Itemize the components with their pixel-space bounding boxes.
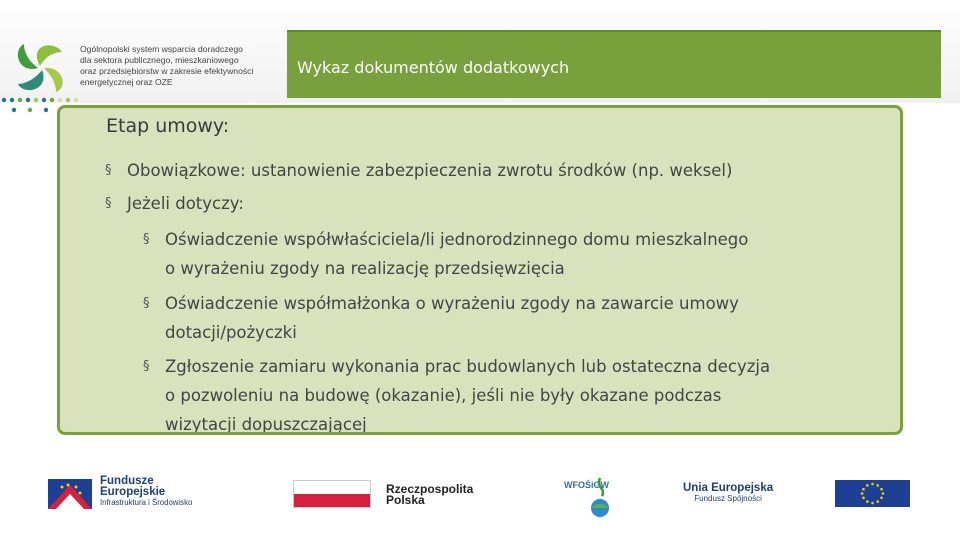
leaf-icon	[18, 44, 63, 92]
slide-title-bar	[287, 30, 941, 98]
bullet-line: Oświadczenie współwłaściciela/li jednorodzinnego domu mieszkalnego	[165, 230, 749, 249]
bullet-line: wizytacji dopuszczającej	[165, 415, 367, 434]
square-bullet-icon: §	[105, 163, 112, 178]
bullet-line: o wyrażeniu zgody na realizację przedsięwzięcia	[165, 259, 565, 278]
footer-logos	[0, 460, 960, 520]
bullet-line: o pozwoleniu na budowę (okazanie), jeśli nie były okazane podczas	[165, 386, 722, 405]
fe-text	[100, 476, 192, 508]
square-bullet-icon: §	[143, 359, 150, 374]
bullet-line: dotacji/pożyczki	[165, 323, 297, 342]
fe-line3: Infrastruktura i Środowisko	[100, 498, 193, 507]
bullet-line: Obowiązkowe: ustanowienie zabezpieczenia zwrotu środków (np. weksel)	[127, 161, 733, 180]
unia-europejska-text	[683, 482, 773, 504]
bullet-line: Zgłoszenie zamiaru wykonania prac budowlanych lub ostateczna decyzja	[165, 357, 771, 376]
sub-bullet-item	[143, 289, 875, 347]
bullet-line: Oświadczenie współmałżonka o wyrażeniu zgody na zawarcie umowy	[165, 294, 739, 313]
poland-flag-icon	[293, 480, 371, 508]
sub-bullet-item	[143, 352, 875, 435]
ue-line2: Fundusz Spójności	[694, 494, 762, 503]
bullet-item	[105, 156, 887, 185]
rzeczpospolita-text	[386, 484, 473, 506]
square-bullet-icon: §	[143, 232, 150, 247]
content-panel	[57, 105, 903, 435]
wfos-text: WFOŚiGW	[564, 480, 609, 490]
org-line: Ogólnopolski system wsparcia doradczego	[80, 44, 243, 54]
org-line: energetycznej oraz OZE	[80, 77, 173, 87]
ue-line1: Unia Europejska	[683, 482, 774, 494]
wfosigw-logo	[560, 474, 640, 519]
square-bullet-icon: §	[105, 196, 112, 211]
org-line: dla sektora publicznego, mieszkaniowego	[80, 55, 239, 65]
section-heading: Etap umowy:	[106, 115, 230, 137]
eu-flag-icon	[835, 480, 910, 507]
fe-line1: Fundusze	[100, 475, 154, 487]
fe-line2: Europejskie	[100, 486, 166, 498]
slide-title: Wykaz dokumentów dodatkowych	[297, 58, 570, 77]
fundusze-europejskie-logo	[48, 475, 248, 515]
fe-flag-icon	[48, 479, 92, 509]
pl-line2: Polska	[386, 493, 425, 507]
bullet-line: Jeżeli dotyczy:	[127, 194, 244, 213]
pl-line1: Rzeczpospolita	[386, 482, 474, 496]
square-bullet-icon: §	[143, 296, 150, 311]
org-description	[80, 44, 280, 88]
program-logo	[10, 38, 70, 98]
org-line: oraz przedsiębiorstw w zakresie efektywności	[80, 66, 254, 76]
bullet-item	[105, 189, 887, 218]
sub-bullet-item	[143, 225, 875, 283]
